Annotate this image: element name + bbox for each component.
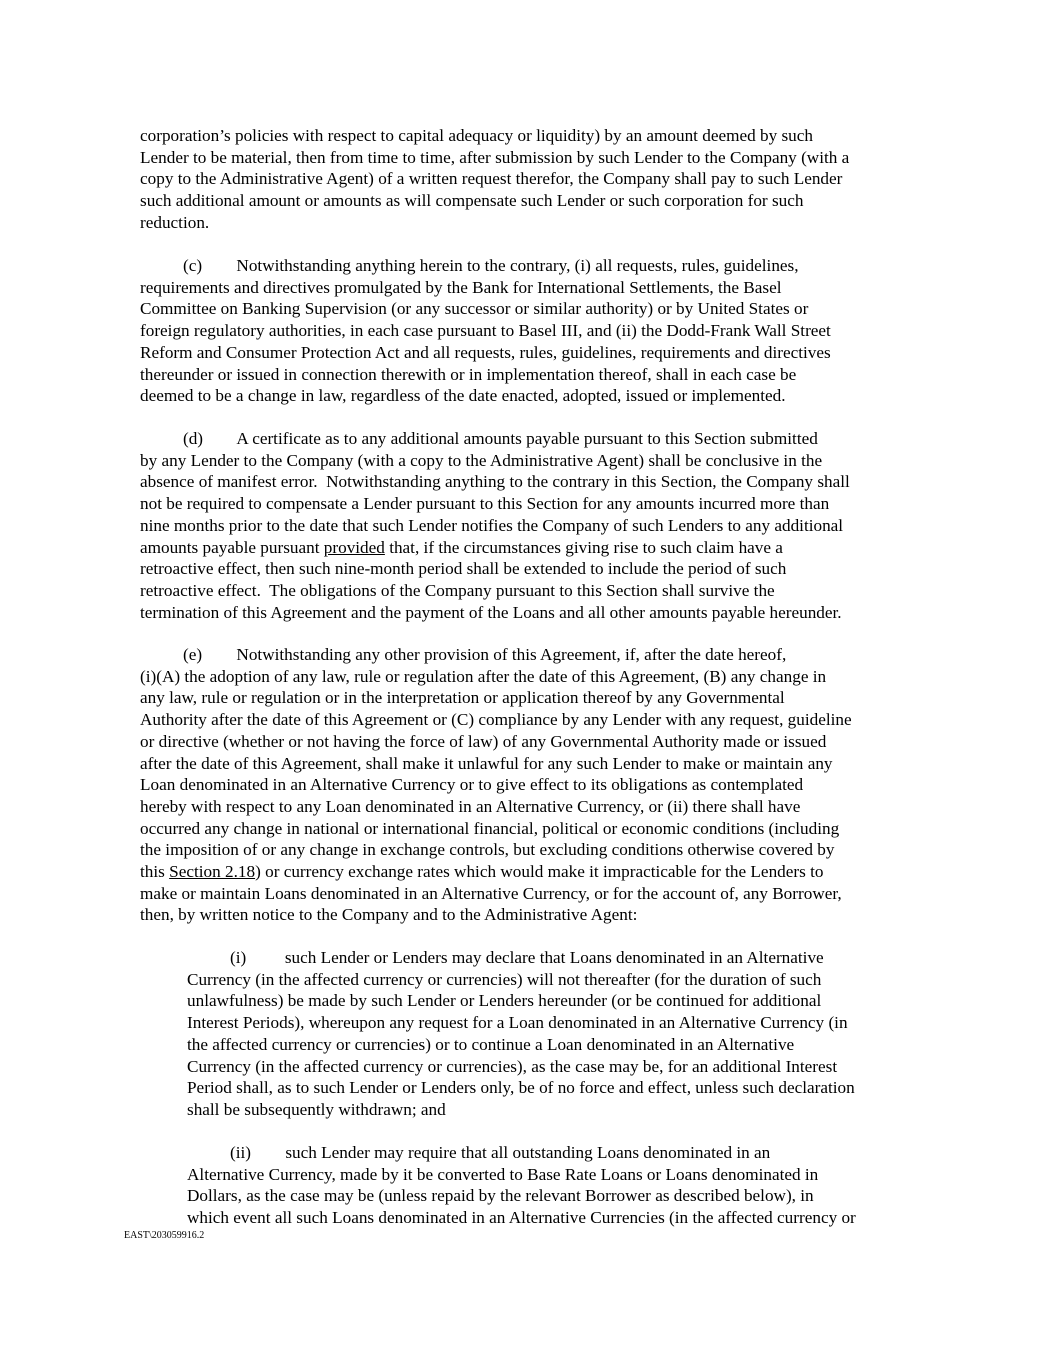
provided-term: provided <box>323 537 385 557</box>
paragraph-d <box>140 428 940 623</box>
clause-e-ii: (ii) such Lender may require that all outstanding Loans denominated in an Alternative Currency, made by it be converted to Base Rate Loans or Loans denominated in Dollars, as the case may be (unless repaid by the relevant Borrower as described below), in which event all such Loans denominated in an Alternative Currencies (in the affected currency or <box>187 1143 856 1228</box>
paragraph-d-text-1: (d) A certificate as to any additional amounts payable pursuant to this Section submitted by any Lender to the Company (with a copy to the Administrative Agent) shall be conclusive in the absence of manifest error. Notwithstanding anything to the contrary in this Section, the Company shall not be required to compensate a Lender pursuant to this Section for any amounts incurred more than nine months prior to the date that such Lender notifies the Company of such Lenders to any additional amounts payable pursuant <box>140 429 850 557</box>
paragraph-e-text-2: ) or currency exchange rates which would make it impracticable for the Lenders to make or maintain Loans denominated in an Alternative Currency, or for the account of, any Borrower, then, by written notice to the Company and to the Administrative Agent: <box>140 862 842 925</box>
paragraph-b-continuation: corporation’s policies with respect to capital adequacy or liquidity) by an amount deemed by such Lender to be material, then from time to time, after submission by such Lender to the Company (with a copy to the Administrative Agent) of a written request therefor, the Company shall pay to such Lender such additional amount or amounts as will compensate such Lender or such corporation for such reduction. <box>140 126 850 232</box>
paragraph-d-text-2: that, if the circumstances giving rise to such claim have a retroactive effect, then such nine-month period shall be extended to include the period of such retroactive effect. The obligations of the Company pursuant to this Section shall survive the termination of this Agreement and the payment of the Loans and all other amounts payable hereunder. <box>140 537 842 622</box>
paragraph-c: (c) Notwithstanding anything herein to the contrary, (i) all requests, rules, guidelines, requirements and directives promulgated by the Bank for International Settlements, the Basel Committee on Banking Supervision (or any successor or similar authority) or by United States or foreign regulatory authorities, in each case pursuant to Basel III, and (ii) the Dodd-Frank Wall Street Reform and Consumer Protection Act and all requests, rules, guidelines, requirements and directives thereunder or issued in connection therewith or in implementation thereof, shall in each case be deemed to be a change in law, regardless of the date enacted, adopted, issued or implemented. <box>140 256 831 406</box>
paragraph-e <box>140 644 940 926</box>
section-reference: Section 2.18 <box>169 862 256 882</box>
paragraph-e-text-1: (e) Notwithstanding any other provision of this Agreement, if, after the date hereof, (i)(A) the adoption of any law, rule or regulation after the date of this Agreement, (B) any change in any law, rule or regulation or in the interpretation or application thereof by any Governmental Authority after the date of this Agreement or (C) compliance by any Lender with any request, guideline or directive (whether or not having the force of law) of any Governmental Authority made or issued after the date of this Agreement, shall make it unlawful for any such Lender to make or maintain any Loan denominated in an Alternative Currency or to give effect to its obligations as contemplated hereby with respect to any Loan denominated in an Alternative Currency, or (ii) there shall have occurred any change in national or international financial, political or economic conditions (including the imposition of or any change in exchange controls, but excluding conditions otherwise covered by this <box>140 645 852 882</box>
document-id-footer: EAST\203059916.2 <box>124 1230 205 1241</box>
clause-e-i: (i) such Lender or Lenders may declare that Loans denominated in an Alternative Currency (in the affected currency or currencies) will not thereafter (for the duration of such unlawfulness) be made by such Lender or Lenders hereunder (or be continued for additional Interest Periods), whereupon any request for a Loan denominated in an Alternative Currency (in the affected currency or currencies) or to continue a Loan denominated in an Alternative Currency (in the affected currency or currencies), as the case may be, for an additional Interest Period shall, as to such Lender or Lenders only, be of no force and effect, unless such declaration shall be subsequently withdrawn; and <box>187 948 855 1119</box>
